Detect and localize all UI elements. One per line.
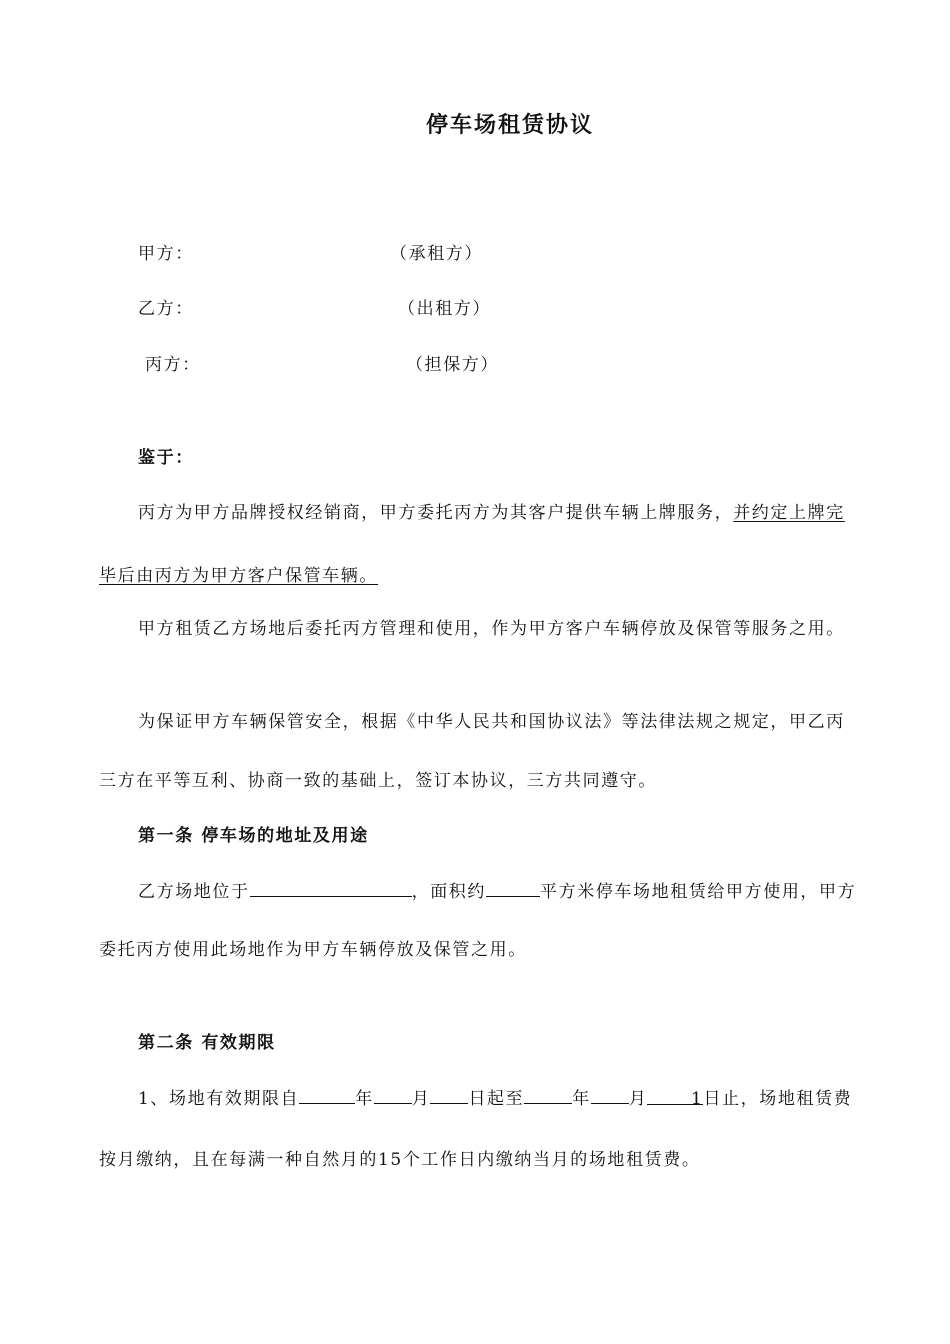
article-2-line-2: 按月缴纳，且在每满一种自然月的15个工作日内缴纳当月的场地租赁费。 [99,1150,701,1170]
article-1-heading: 第一条 停车场的地址及用途 [138,826,369,846]
month-label: 月 [628,1089,648,1109]
end-month-blank [591,1087,629,1104]
party-a-label: 甲方： [138,244,194,264]
start-month-blank [374,1087,412,1104]
end-day-blank [647,1088,704,1109]
document-title: 停车场租赁协议 [426,112,595,138]
year-label: 年 [355,1089,374,1109]
whereas-text: 丙方为甲方品牌授权经销商，甲方委托丙方为其客户提供车辆上牌服务， [138,503,734,523]
start-year-blank [299,1087,355,1104]
whereas-paragraph-3-line-1: 为保证甲方车辆保管安全，根据《中华人民共和国协议法》等法律法规之规定，甲乙丙 [138,712,845,732]
article-2-text: 日止，场地租赁费 [703,1089,853,1109]
month-label: 月 [411,1089,431,1109]
party-c-label: 丙方： [145,355,201,375]
year-label: 年 [572,1089,591,1109]
article-1-text: 平方米停车场地租赁给甲方使用，甲方 [540,882,857,902]
article-2-line-1 [138,1087,852,1110]
address-blank [250,880,412,897]
article-1-text: ，面积约 [411,882,487,902]
article-1-line-2: 委托丙方使用此场地作为甲方车辆停放及保管之用。 [99,940,527,960]
underlined-text: 并约定上牌完 [733,503,845,523]
area-blank [486,880,540,897]
end-day-value: 1 [691,1089,704,1109]
whereas-paragraph-2: 甲方租赁乙方场地后委托丙方管理和使用，作为甲方客户车辆停放及保管等服务之用。 [138,619,845,639]
article-2-text: 1、场地有效期限自 [138,1089,300,1109]
article-1-text: 乙方场地位于 [138,882,250,902]
whereas-paragraph-1-line-2: 毕后由丙方为甲方客户保管车辆。 [99,566,378,586]
whereas-paragraph-1-line-1 [138,502,845,524]
article-2-text: 日起至 [468,1089,525,1109]
end-year-blank [524,1087,572,1104]
party-a-role: （承租方） [390,244,483,264]
start-day-blank [430,1087,468,1104]
party-c-role: （担保方） [406,355,499,375]
party-b-role: （出租方） [398,299,491,319]
whereas-paragraph-3-line-2: 三方在平等互利、协商一致的基础上，签订本协议，三方共同遵守。 [99,771,657,791]
party-b-label: 乙方： [138,299,194,319]
article-1-line-1 [138,880,856,903]
article-2-heading: 第二条 有效期限 [138,1033,276,1053]
whereas-heading: 鉴于： [138,448,194,468]
